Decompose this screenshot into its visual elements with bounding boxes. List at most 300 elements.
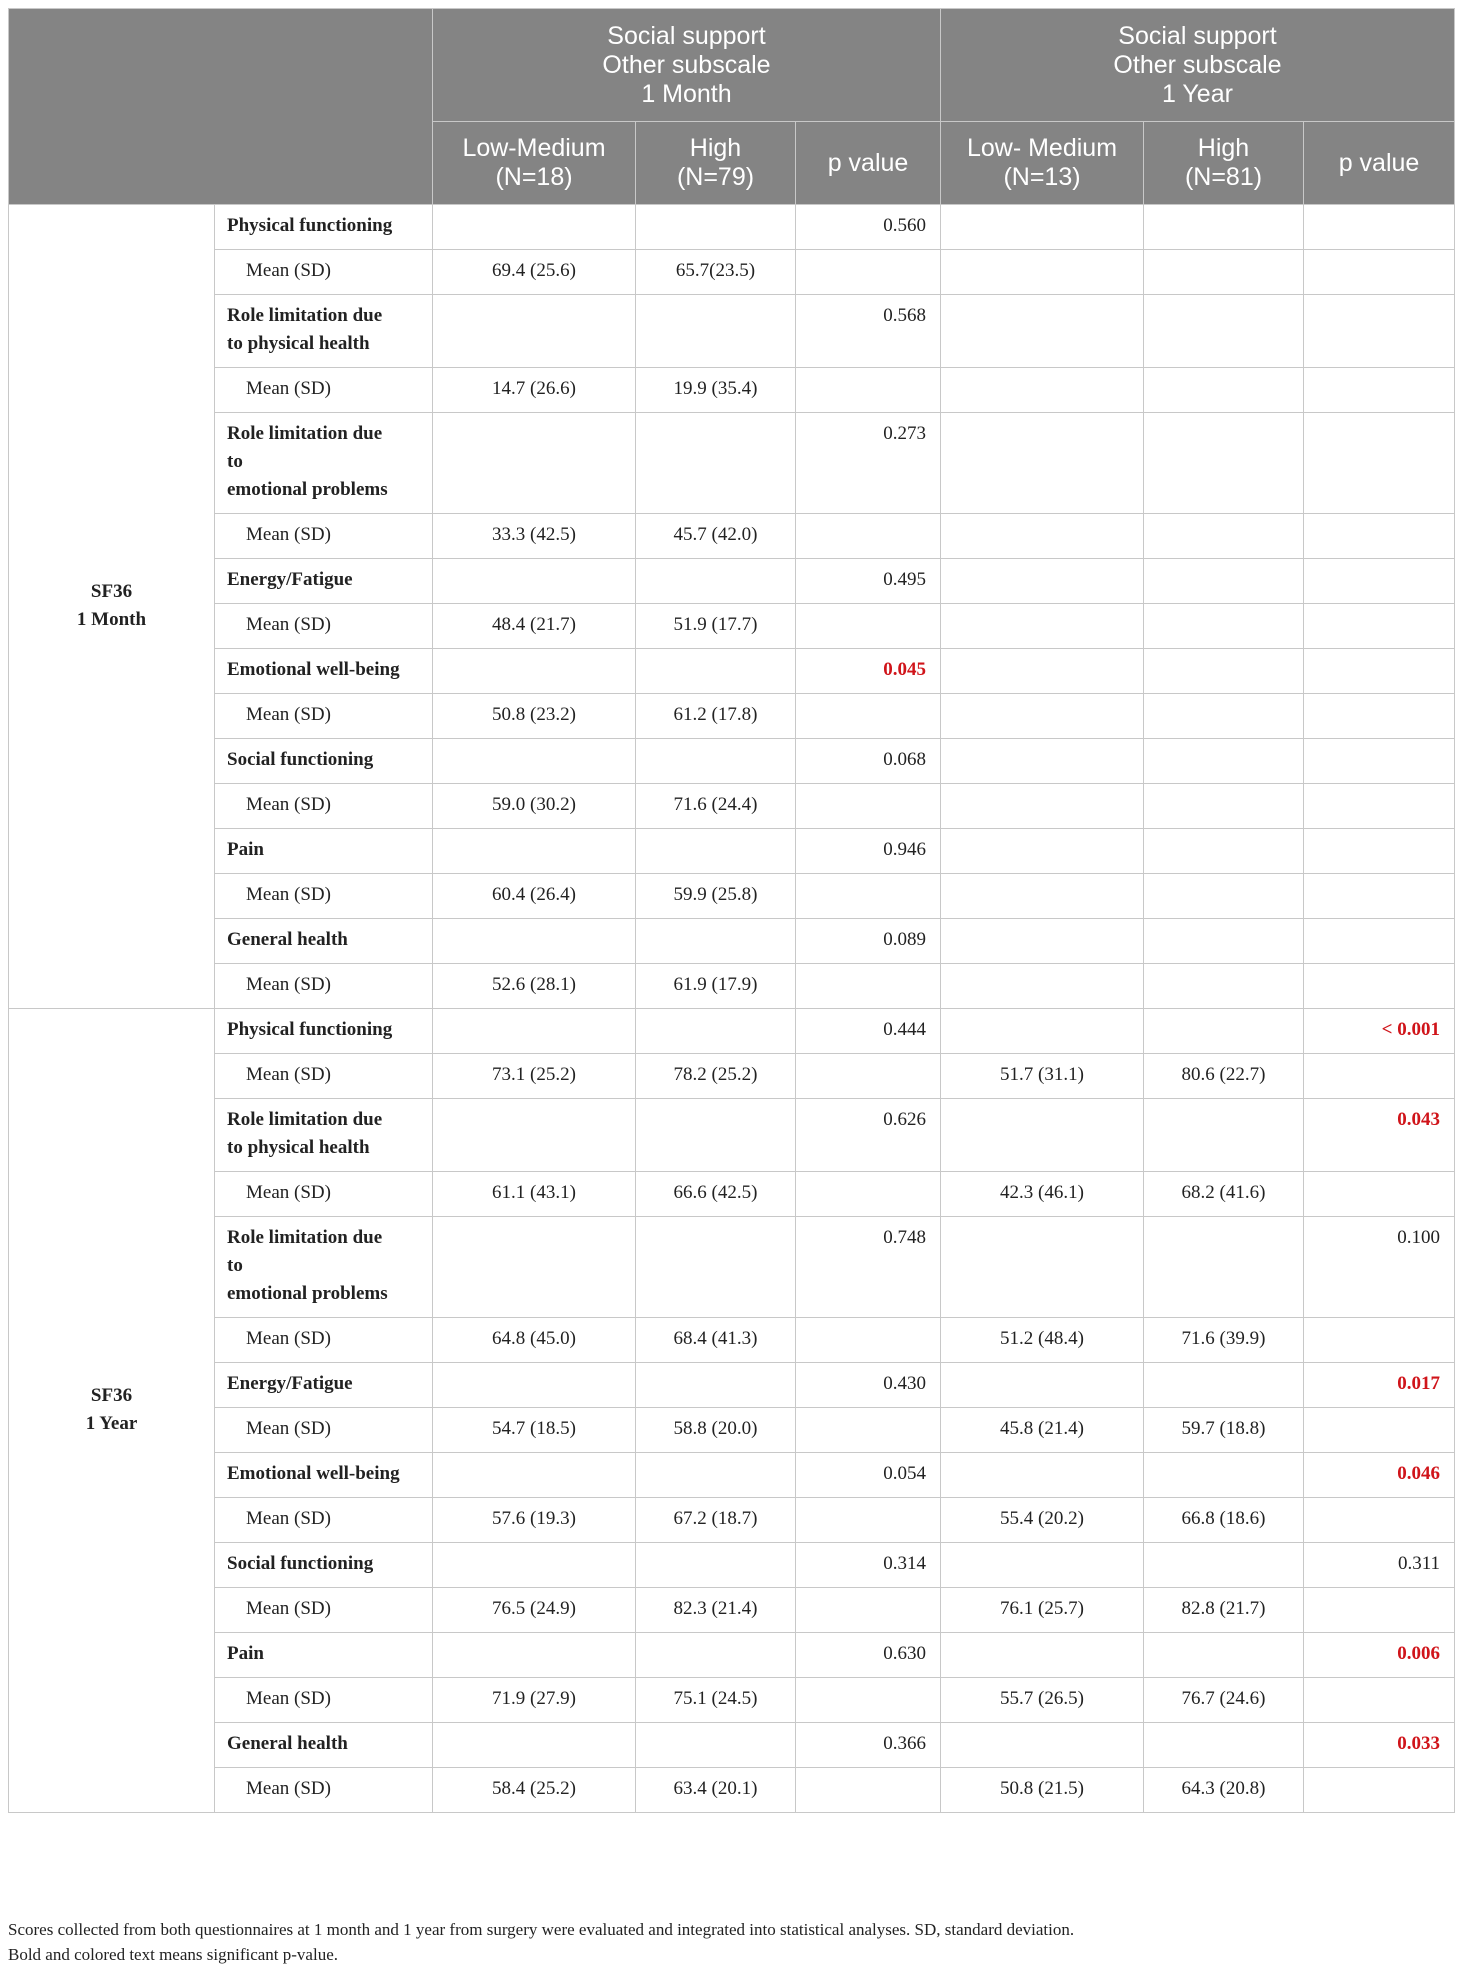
table-row-measure	[9, 559, 1455, 604]
measure-label-line: Emotional well-being	[227, 659, 400, 680]
cell-empty	[1304, 784, 1455, 829]
value-high-1-month: 59.9 (25.8)	[636, 874, 796, 919]
value-high-1-year: 59.7 (18.8)	[1144, 1408, 1304, 1453]
cell-empty	[636, 739, 796, 784]
cell-empty	[636, 1099, 796, 1172]
cell-empty	[636, 205, 796, 250]
cell-empty	[1304, 694, 1455, 739]
measure-label-line: to	[227, 1255, 243, 1276]
measure-label	[215, 1453, 433, 1498]
value-low-medium-1-month: 69.4 (25.6)	[433, 250, 636, 295]
value-high-1-month: 51.9 (17.7)	[636, 604, 796, 649]
section-label-line: 1 Year	[85, 1412, 138, 1434]
value-low-medium-1-year	[941, 250, 1144, 295]
header-sub-line: (N=13)	[1003, 163, 1081, 191]
cell-empty	[941, 1099, 1144, 1172]
value-high-1-year	[1144, 368, 1304, 413]
table-footnote	[8, 1917, 1074, 1967]
header-p-value-1-year	[1304, 122, 1455, 205]
measure-label	[215, 829, 433, 874]
p-value-1-year	[1304, 295, 1455, 368]
table-row-mean	[9, 368, 1455, 413]
cell-empty	[796, 1054, 941, 1099]
cell-empty	[1304, 1054, 1455, 1099]
value-low-medium-1-year	[941, 514, 1144, 559]
value-low-medium-1-year: 51.7 (31.1)	[941, 1054, 1144, 1099]
value-low-medium-1-month: 64.8 (45.0)	[433, 1318, 636, 1363]
measure-label	[215, 1009, 433, 1054]
measure-label-line: General health	[227, 1733, 348, 1754]
section-label	[9, 1009, 215, 1813]
header-group-1-year	[941, 9, 1455, 122]
header-sub-line: (N=79)	[676, 163, 755, 191]
p-value-1-month: 0.068	[796, 739, 941, 784]
value-high-1-month: 63.4 (20.1)	[636, 1768, 796, 1813]
value-low-medium-1-year: 45.8 (21.4)	[941, 1408, 1144, 1453]
cell-empty	[941, 829, 1144, 874]
p-value-1-month: 0.054	[796, 1453, 941, 1498]
cell-empty	[796, 1172, 941, 1217]
measure-label-line: Emotional well-being	[227, 1463, 400, 1484]
table-row-measure	[9, 1217, 1455, 1318]
p-value-1-month: 0.366	[796, 1723, 941, 1768]
mean-sd-label: Mean (SD)	[215, 1408, 433, 1453]
cell-empty	[796, 514, 941, 559]
p-value-1-year	[1304, 559, 1455, 604]
value-low-medium-1-year	[941, 964, 1144, 1009]
value-low-medium-1-year: 76.1 (25.7)	[941, 1588, 1144, 1633]
header-row-groups	[9, 9, 1455, 122]
value-high-1-month: 71.6 (24.4)	[636, 784, 796, 829]
cell-empty	[1144, 649, 1304, 694]
measure-label-line: Role limitation due	[227, 1227, 383, 1248]
measure-label-line: Pain	[227, 839, 264, 860]
cell-empty	[636, 1009, 796, 1054]
value-low-medium-1-year: 51.2 (48.4)	[941, 1318, 1144, 1363]
cell-empty	[941, 413, 1144, 514]
cell-empty	[796, 874, 941, 919]
cell-empty	[941, 1633, 1144, 1678]
table-row-mean	[9, 1408, 1455, 1453]
value-high-1-year: 71.6 (39.9)	[1144, 1318, 1304, 1363]
p-value-1-month: 0.946	[796, 829, 941, 874]
cell-empty	[433, 295, 636, 368]
value-high-1-month: 61.9 (17.9)	[636, 964, 796, 1009]
cell-empty	[433, 1633, 636, 1678]
value-low-medium-1-year	[941, 874, 1144, 919]
table-row-mean	[9, 1054, 1455, 1099]
cell-empty	[1304, 874, 1455, 919]
table-row-measure	[9, 649, 1455, 694]
p-value-1-month: 0.630	[796, 1633, 941, 1678]
cell-empty	[1304, 1498, 1455, 1543]
header-sub-line: (N=18)	[495, 163, 573, 191]
mean-sd-label: Mean (SD)	[215, 1768, 433, 1813]
p-value-1-month: 0.045	[796, 649, 941, 694]
cell-empty	[636, 829, 796, 874]
cell-empty	[941, 919, 1144, 964]
header-low-medium-1-year	[941, 122, 1144, 205]
mean-sd-label: Mean (SD)	[215, 1498, 433, 1543]
header-high-1-month	[636, 122, 796, 205]
header-sub-line: p value	[827, 148, 909, 177]
table-row-measure	[9, 1009, 1455, 1054]
value-high-1-year: 66.8 (18.6)	[1144, 1498, 1304, 1543]
p-value-1-month: 0.430	[796, 1363, 941, 1408]
section-label-line: SF36	[90, 1384, 133, 1406]
measure-label	[215, 1633, 433, 1678]
table-row-mean	[9, 964, 1455, 1009]
table-row-mean	[9, 694, 1455, 739]
cell-empty	[1144, 1453, 1304, 1498]
cell-empty	[433, 1453, 636, 1498]
header-sub-line: High	[689, 134, 742, 162]
table-row-mean	[9, 1498, 1455, 1543]
cell-empty	[796, 784, 941, 829]
cell-empty	[433, 1363, 636, 1408]
table-row-measure	[9, 829, 1455, 874]
mean-sd-label: Mean (SD)	[215, 784, 433, 829]
mean-sd-label: Mean (SD)	[215, 1678, 433, 1723]
measure-label-line: to physical health	[227, 333, 370, 354]
value-low-medium-1-month: 60.4 (26.4)	[433, 874, 636, 919]
header-corner-cell	[9, 9, 433, 205]
cell-empty	[636, 559, 796, 604]
cell-empty	[1304, 1678, 1455, 1723]
header-sub-line: (N=81)	[1184, 163, 1263, 191]
value-low-medium-1-month: 33.3 (42.5)	[433, 514, 636, 559]
value-low-medium-1-year: 55.7 (26.5)	[941, 1678, 1144, 1723]
measure-label	[215, 739, 433, 784]
p-value-1-month: 0.495	[796, 559, 941, 604]
cell-empty	[433, 1543, 636, 1588]
cell-empty	[796, 1318, 941, 1363]
mean-sd-label: Mean (SD)	[215, 368, 433, 413]
header-group-line: 1 Year	[1162, 79, 1233, 108]
cell-empty	[433, 1217, 636, 1318]
measure-label	[215, 1363, 433, 1408]
header-sub-line: High	[1197, 134, 1250, 162]
value-high-1-month: 58.8 (20.0)	[636, 1408, 796, 1453]
cell-empty	[433, 739, 636, 784]
mean-sd-label: Mean (SD)	[215, 604, 433, 649]
cell-empty	[796, 964, 941, 1009]
cell-empty	[433, 1099, 636, 1172]
p-value-1-year	[1304, 649, 1455, 694]
p-value-1-year	[1304, 829, 1455, 874]
table-row-mean	[9, 1678, 1455, 1723]
value-low-medium-1-year: 50.8 (21.5)	[941, 1768, 1144, 1813]
cell-empty	[636, 649, 796, 694]
cell-empty	[636, 1633, 796, 1678]
cell-empty	[941, 1009, 1144, 1054]
cell-empty	[1304, 964, 1455, 1009]
cell-empty	[796, 1498, 941, 1543]
p-value-1-year	[1304, 205, 1455, 250]
cell-empty	[433, 559, 636, 604]
value-high-1-month: 66.6 (42.5)	[636, 1172, 796, 1217]
mean-sd-label: Mean (SD)	[215, 1172, 433, 1217]
table-row-mean	[9, 604, 1455, 649]
measure-label-line: emotional problems	[227, 479, 388, 500]
cell-empty	[1304, 1172, 1455, 1217]
value-low-medium-1-month: 59.0 (30.2)	[433, 784, 636, 829]
cell-empty	[1144, 739, 1304, 784]
mean-sd-label: Mean (SD)	[215, 1588, 433, 1633]
cell-empty	[1144, 829, 1304, 874]
cell-empty	[941, 1363, 1144, 1408]
cell-empty	[796, 604, 941, 649]
cell-empty	[433, 1723, 636, 1768]
table-row-mean	[9, 784, 1455, 829]
header-group-line: 1 Month	[641, 79, 732, 108]
header-group-line: Other subscale	[602, 50, 771, 79]
mean-sd-label: Mean (SD)	[215, 250, 433, 295]
cell-empty	[636, 1543, 796, 1588]
measure-label	[215, 1099, 433, 1172]
cell-empty	[796, 694, 941, 739]
footnote-line: Scores collected from both questionnaires at 1 month and 1 year from surgery were evaluated and integrated into statistical analyses. SD, standard deviation.	[8, 1920, 1075, 1939]
footnote-line: Bold and colored text means significant p-value.	[8, 1945, 338, 1964]
header-sub-line: p value	[1338, 148, 1420, 177]
value-high-1-month: 68.4 (41.3)	[636, 1318, 796, 1363]
header-p-value-1-month	[796, 122, 941, 205]
p-value-1-month: 0.626	[796, 1099, 941, 1172]
table-row-measure	[9, 413, 1455, 514]
cell-empty	[1144, 559, 1304, 604]
measure-label	[215, 205, 433, 250]
table-row-measure	[9, 205, 1455, 250]
p-value-1-year: 0.100	[1304, 1217, 1455, 1318]
value-high-1-year	[1144, 250, 1304, 295]
cell-empty	[636, 919, 796, 964]
value-high-1-month: 45.7 (42.0)	[636, 514, 796, 559]
cell-empty	[1144, 205, 1304, 250]
header-group-line: Social support	[1118, 21, 1277, 50]
cell-empty	[433, 1009, 636, 1054]
value-high-1-month: 75.1 (24.5)	[636, 1678, 796, 1723]
cell-empty	[636, 1217, 796, 1318]
measure-label-line: General health	[227, 929, 348, 950]
cell-empty	[1144, 1099, 1304, 1172]
p-value-1-year: 0.311	[1304, 1543, 1455, 1588]
value-high-1-month: 19.9 (35.4)	[636, 368, 796, 413]
value-low-medium-1-year	[941, 694, 1144, 739]
measure-label-line: Role limitation due	[227, 305, 383, 326]
cell-empty	[796, 1408, 941, 1453]
header-group-line: Other subscale	[1113, 50, 1282, 79]
value-high-1-year	[1144, 874, 1304, 919]
value-high-1-month: 65.7(23.5)	[636, 250, 796, 295]
table-row-measure	[9, 1543, 1455, 1588]
header-sub-line: Low- Medium	[966, 134, 1118, 162]
cell-empty	[433, 649, 636, 694]
measure-label-line: Energy/Fatigue	[227, 569, 353, 590]
cell-empty	[1304, 1408, 1455, 1453]
value-high-1-month: 78.2 (25.2)	[636, 1054, 796, 1099]
value-low-medium-1-month: 54.7 (18.5)	[433, 1408, 636, 1453]
cell-empty	[941, 1723, 1144, 1768]
cell-empty	[941, 1217, 1144, 1318]
mean-sd-label: Mean (SD)	[215, 874, 433, 919]
value-high-1-year: 82.8 (21.7)	[1144, 1588, 1304, 1633]
table-row-measure	[9, 1723, 1455, 1768]
cell-empty	[1304, 250, 1455, 295]
value-low-medium-1-year	[941, 368, 1144, 413]
measure-label-line: Physical functioning	[227, 215, 393, 236]
p-value-1-year: 0.033	[1304, 1723, 1455, 1768]
cell-empty	[941, 649, 1144, 694]
table-row-mean	[9, 874, 1455, 919]
cell-empty	[796, 1768, 941, 1813]
measure-label-line: Pain	[227, 1643, 264, 1664]
cell-empty	[1304, 1768, 1455, 1813]
mean-sd-label: Mean (SD)	[215, 964, 433, 1009]
section-label-line: 1 Month	[76, 608, 147, 630]
measure-label-line: Social functioning	[227, 749, 374, 770]
cell-empty	[796, 1678, 941, 1723]
cell-empty	[941, 1543, 1144, 1588]
table-row-measure	[9, 1453, 1455, 1498]
mean-sd-label: Mean (SD)	[215, 514, 433, 559]
p-value-1-year: 0.043	[1304, 1099, 1455, 1172]
value-high-1-year	[1144, 784, 1304, 829]
table-header	[9, 9, 1455, 205]
cell-empty	[1144, 1009, 1304, 1054]
table-row-mean	[9, 1318, 1455, 1363]
cell-empty	[636, 295, 796, 368]
p-value-1-year: 0.017	[1304, 1363, 1455, 1408]
measure-label-line: emotional problems	[227, 1283, 388, 1304]
cell-empty	[1144, 1633, 1304, 1678]
header-group-1-month	[433, 9, 941, 122]
value-high-1-year: 64.3 (20.8)	[1144, 1768, 1304, 1813]
table-row-measure	[9, 919, 1455, 964]
table-row-measure	[9, 1099, 1455, 1172]
table-row-measure	[9, 1363, 1455, 1408]
cell-empty	[1144, 919, 1304, 964]
p-value-1-year: 0.046	[1304, 1453, 1455, 1498]
cell-empty	[1144, 295, 1304, 368]
p-value-1-year: < 0.001	[1304, 1009, 1455, 1054]
table-row-measure	[9, 1633, 1455, 1678]
mean-sd-label: Mean (SD)	[215, 694, 433, 739]
value-low-medium-1-month: 58.4 (25.2)	[433, 1768, 636, 1813]
value-low-medium-1-year: 55.4 (20.2)	[941, 1498, 1144, 1543]
measure-label	[215, 559, 433, 604]
cell-empty	[636, 1363, 796, 1408]
measure-label-line: Role limitation due	[227, 1109, 383, 1130]
value-low-medium-1-month: 61.1 (43.1)	[433, 1172, 636, 1217]
table-row-mean	[9, 1588, 1455, 1633]
p-value-1-year	[1304, 413, 1455, 514]
value-high-1-year	[1144, 694, 1304, 739]
cell-empty	[1144, 413, 1304, 514]
cell-empty	[941, 295, 1144, 368]
cell-empty	[796, 250, 941, 295]
cell-empty	[941, 205, 1144, 250]
mean-sd-label: Mean (SD)	[215, 1054, 433, 1099]
table-body	[9, 205, 1455, 1813]
cell-empty	[941, 739, 1144, 784]
value-low-medium-1-year	[941, 604, 1144, 649]
cell-empty	[941, 1453, 1144, 1498]
value-high-1-year: 68.2 (41.6)	[1144, 1172, 1304, 1217]
table-row-mean	[9, 514, 1455, 559]
table-row-mean	[9, 250, 1455, 295]
measure-label	[215, 919, 433, 964]
table-row-mean	[9, 1172, 1455, 1217]
measure-label-line: to physical health	[227, 1137, 370, 1158]
value-high-1-year	[1144, 514, 1304, 559]
p-value-1-month: 0.314	[796, 1543, 941, 1588]
measure-label	[215, 1217, 433, 1318]
value-high-1-year: 80.6 (22.7)	[1144, 1054, 1304, 1099]
value-high-1-month: 82.3 (21.4)	[636, 1588, 796, 1633]
measure-label-line: Energy/Fatigue	[227, 1373, 353, 1394]
measure-label	[215, 649, 433, 694]
measure-label	[215, 413, 433, 514]
cell-empty	[636, 1453, 796, 1498]
table-row-mean	[9, 1768, 1455, 1813]
measure-label-line: Role limitation due	[227, 423, 383, 444]
cell-empty	[1144, 1363, 1304, 1408]
header-sub-line: Low-Medium	[462, 134, 606, 162]
cell-empty	[1304, 1318, 1455, 1363]
measure-label	[215, 295, 433, 368]
p-value-1-month: 0.089	[796, 919, 941, 964]
cell-empty	[433, 413, 636, 514]
mean-sd-label: Mean (SD)	[215, 1318, 433, 1363]
value-low-medium-1-month: 52.6 (28.1)	[433, 964, 636, 1009]
value-low-medium-1-month: 14.7 (26.6)	[433, 368, 636, 413]
header-group-line: Social support	[607, 21, 766, 50]
cell-empty	[941, 559, 1144, 604]
results-table-container	[8, 8, 1454, 1813]
cell-empty	[1304, 368, 1455, 413]
p-value-1-month: 0.273	[796, 413, 941, 514]
value-low-medium-1-year: 42.3 (46.1)	[941, 1172, 1144, 1217]
p-value-1-month: 0.568	[796, 295, 941, 368]
p-value-1-year	[1304, 739, 1455, 784]
value-high-1-year: 76.7 (24.6)	[1144, 1678, 1304, 1723]
cell-empty	[1304, 604, 1455, 649]
cell-empty	[1304, 514, 1455, 559]
cell-empty	[433, 829, 636, 874]
cell-empty	[796, 368, 941, 413]
measure-label-line: Social functioning	[227, 1553, 374, 1574]
section-label-line: SF36	[90, 580, 133, 602]
value-high-1-year	[1144, 604, 1304, 649]
measure-label-line: Physical functioning	[227, 1019, 393, 1040]
value-low-medium-1-month: 76.5 (24.9)	[433, 1588, 636, 1633]
measure-label-line: to	[227, 451, 243, 472]
results-table	[8, 8, 1455, 1813]
p-value-1-month: 0.444	[796, 1009, 941, 1054]
value-low-medium-1-month: 57.6 (19.3)	[433, 1498, 636, 1543]
cell-empty	[636, 413, 796, 514]
table-row-measure	[9, 739, 1455, 784]
measure-label	[215, 1723, 433, 1768]
p-value-1-month: 0.748	[796, 1217, 941, 1318]
cell-empty	[1144, 1543, 1304, 1588]
cell-empty	[796, 1588, 941, 1633]
cell-empty	[1144, 1723, 1304, 1768]
cell-empty	[433, 205, 636, 250]
p-value-1-year	[1304, 919, 1455, 964]
value-high-1-month: 67.2 (18.7)	[636, 1498, 796, 1543]
value-low-medium-1-month: 71.9 (27.9)	[433, 1678, 636, 1723]
